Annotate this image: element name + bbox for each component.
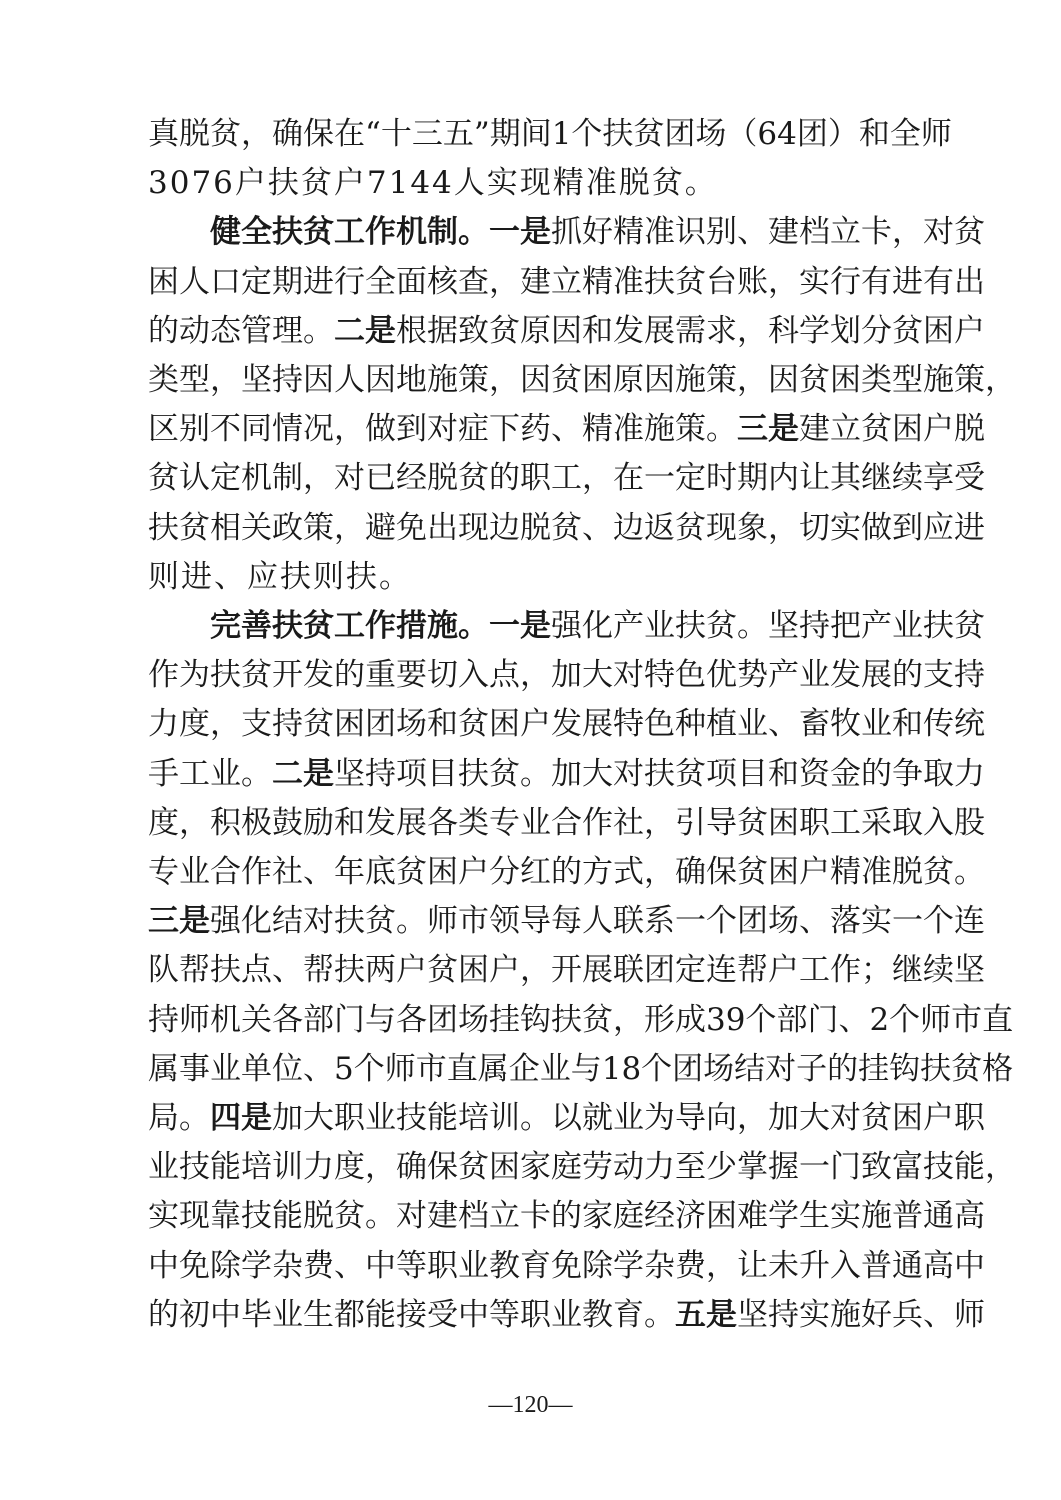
bold-phrase: 五是 <box>675 1297 737 1333</box>
text-segment: 困人口定期进行全面核查，建立精准扶贫台账，实行有进有出 <box>148 264 985 300</box>
text-line <box>148 797 985 849</box>
text-line <box>148 1141 1016 1193</box>
text-segment: 坚持项目扶贫。加大对扶贫项目和资金的争取力 <box>334 756 985 792</box>
text-line <box>210 206 985 258</box>
bold-phrase: 四是 <box>210 1100 272 1136</box>
text-segment: 区别不同情况，做到对症下药、精准施策。 <box>148 411 737 447</box>
text-line <box>148 1092 985 1144</box>
bold-phrase: 二是 <box>272 756 334 792</box>
text-line <box>148 649 985 701</box>
text-line <box>148 994 1014 1046</box>
text-line <box>148 502 985 554</box>
text-line <box>210 600 985 652</box>
text-line <box>148 698 985 750</box>
text-segment: 局。 <box>148 1100 210 1136</box>
text-line <box>148 157 718 209</box>
text-line <box>148 354 1016 406</box>
text-segment: 强化产业扶贫。坚持把产业扶贫 <box>551 608 985 644</box>
bold-phrase: 一是 <box>489 608 551 644</box>
text-segment: 持师机关各部门与各团场挂钩扶贫，形成39个部门、2个师市直 <box>148 1002 1014 1038</box>
text-line <box>148 1289 985 1341</box>
text-line <box>148 944 985 996</box>
text-segment: 则进、应扶则扶。 <box>148 559 412 595</box>
bold-phrase: 健全扶贫工作机制。 <box>210 214 489 250</box>
text-line <box>148 895 985 947</box>
text-line <box>148 1190 985 1242</box>
bold-phrase: 一是 <box>489 214 551 250</box>
text-line <box>148 305 985 357</box>
text-line <box>148 748 985 800</box>
bold-phrase: 二是 <box>334 313 396 349</box>
text-segment: 专业合作社、年底贫困户分红的方式，确保贫困户精准脱贫。 <box>148 854 985 890</box>
text-line <box>148 108 952 160</box>
text-segment: 扶贫相关政策，避免出现边脱贫、边返贫现象，切实做到应进 <box>148 510 985 546</box>
bold-phrase: 三是 <box>148 903 210 939</box>
text-segment: 真脱贫，确保在“十三五”期间1个扶贫团场（64团）和全师 <box>148 116 952 152</box>
text-segment: 坚持实施好兵、师 <box>737 1297 985 1333</box>
page-number: —120— <box>488 1392 573 1418</box>
text-segment: 3076户扶贫户7144人实现精准脱贫。 <box>148 165 718 201</box>
bold-phrase: 三是 <box>737 411 799 447</box>
bold-phrase: 完善扶贫工作措施。 <box>210 608 489 644</box>
text-line <box>148 452 985 504</box>
text-line <box>148 1240 985 1292</box>
text-line <box>148 403 985 455</box>
text-segment: 强化结对扶贫。师市领导每人联系一个团场、落实一个连 <box>210 903 985 939</box>
text-line <box>148 846 985 898</box>
text-segment: 中免除学杂费、中等职业教育免除学杂费，让未升入普通高中 <box>148 1248 985 1284</box>
text-segment: 度，积极鼓励和发展各类专业合作社，引导贫困职工采取入股 <box>148 805 985 841</box>
text-segment: 的初中毕业生都能接受中等职业教育。 <box>148 1297 675 1333</box>
text-line <box>148 551 412 603</box>
text-segment: 根据致贫原因和发展需求，科学划分贫困户 <box>396 313 985 349</box>
text-segment: 贫认定机制，对已经脱贫的职工，在一定时期内让其继续享受 <box>148 460 985 496</box>
text-line <box>148 256 985 308</box>
text-segment: 手工业。 <box>148 756 272 792</box>
text-segment: 的动态管理。 <box>148 313 334 349</box>
text-segment: 抓好精准识别、建档立卡，对贫 <box>551 214 985 250</box>
text-segment: 业技能培训力度，确保贫困家庭劳动力至少掌握一门致富技能， <box>148 1149 1016 1185</box>
text-segment: 力度，支持贫困团场和贫困户发展特色种植业、畜牧业和传统 <box>148 706 985 742</box>
text-segment: 加大职业技能培训。以就业为导向，加大对贫困户职 <box>272 1100 985 1136</box>
text-line <box>148 1043 1014 1095</box>
text-segment: 队帮扶点、帮扶两户贫困户，开展联团定连帮户工作；继续坚 <box>148 952 985 988</box>
text-segment: 类型，坚持因人因地施策，因贫困原因施策，因贫困类型施策， <box>148 362 1016 398</box>
text-segment: 作为扶贫开发的重要切入点，加大对特色优势产业发展的支持 <box>148 657 985 693</box>
text-segment: 属事业单位、5个师市直属企业与18个团场结对子的挂钩扶贫格 <box>148 1051 1014 1087</box>
text-segment: 建立贫困户脱 <box>799 411 985 447</box>
text-segment: 实现靠技能脱贫。对建档立卡的家庭经济困难学生实施普通高 <box>148 1198 985 1234</box>
